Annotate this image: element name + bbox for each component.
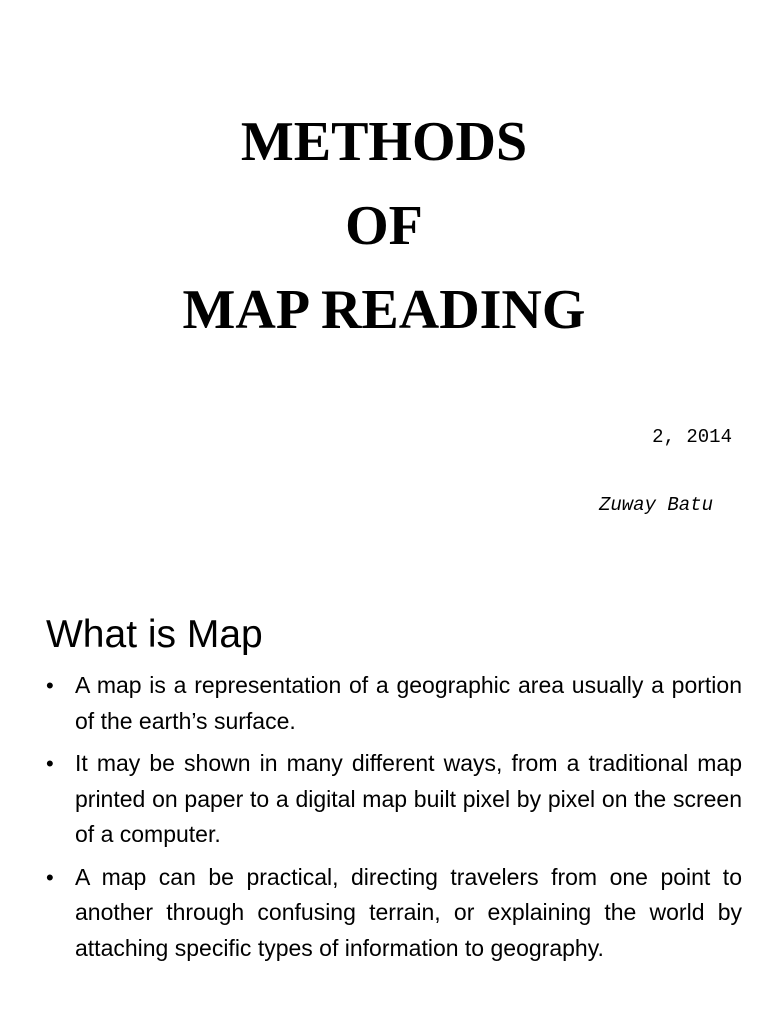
bullet-list [46,668,742,973]
bullet-item [46,746,742,853]
bullet-marker: • [46,673,54,698]
content-heading: What is Map [46,613,263,656]
title-line-3: MAP READING [182,279,586,341]
bullet-marker: • [46,751,54,776]
bullet-marker: • [46,864,54,890]
bullet-item [46,668,742,739]
slide-title [0,100,768,352]
date-text: 2, 2014 [652,426,732,448]
author-name: Zuway Batu [598,494,713,516]
bullet-text: A map is a representation of a geographic area usually a portion of the earth’s surface. [75,672,742,734]
content-slide [0,600,768,1024]
title-line-2: OF [345,195,423,257]
title-line-1: METHODS [240,111,528,173]
bullet-text: It may be shown in many different ways, from a traditional map printed on paper to a digital map built pixel by pixel on the screen of a computer. [75,750,742,847]
bullet-text: A map can be practical, directing travelers from one point to another through confusing terrain, or explaining the world by attaching specific types of information to geography. [75,863,742,961]
bullet-item [46,860,742,967]
